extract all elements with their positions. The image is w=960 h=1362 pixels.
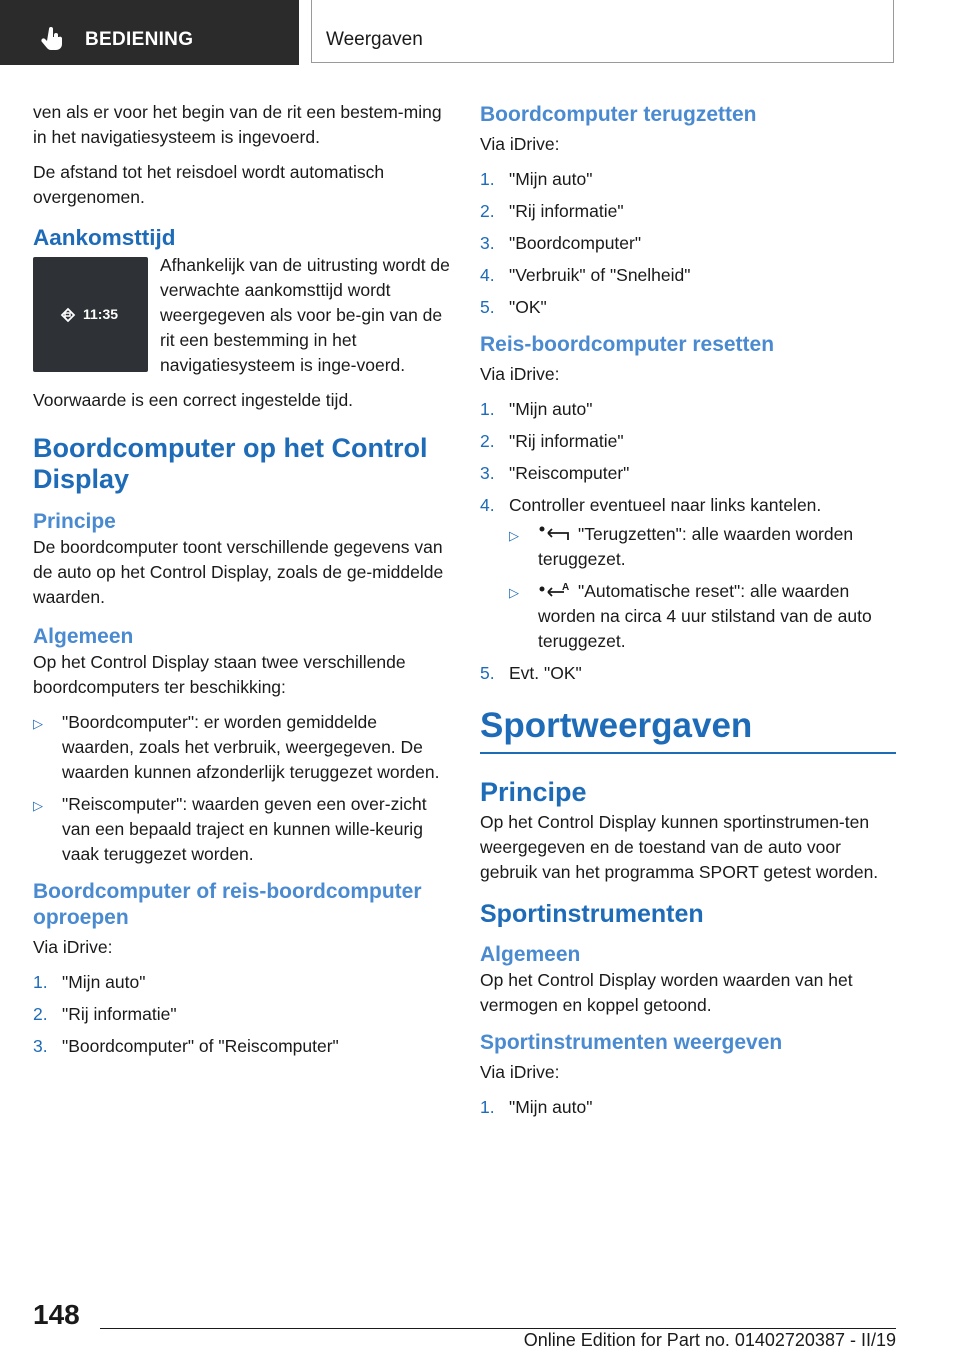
paragraph: Afhankelijk van de uitrusting wordt de verwachte aankomsttijd wordt weergegeven als voor be-gin van de rit een bestemming in het navigatiesysteem is inge-voerd. — [160, 255, 450, 375]
list-item: 2. "Rij informatie" — [480, 201, 624, 221]
auto-reset-icon — [538, 581, 572, 599]
left-column — [33, 100, 451, 1069]
list-item: 2. "Rij informatie" — [33, 1004, 177, 1024]
sub-bullet-list — [509, 522, 896, 654]
triangle-bullet-icon: ▷ — [509, 528, 519, 543]
list-item: 4. "Verbruik" of "Snelheid" — [480, 265, 691, 285]
list-item: 5. Evt. "OK" — [480, 663, 582, 683]
footer-divider — [100, 1328, 896, 1329]
list-item: 1. "Mijn auto" — [480, 1097, 593, 1117]
list-item: 1. "Mijn auto" — [33, 972, 146, 992]
heading-algemeen: Algemeen — [33, 625, 134, 648]
list-item: 1. "Mijn auto" — [480, 169, 593, 189]
svg-text:A: A — [562, 582, 570, 593]
list-item: 4. Controller eventueel naar links kantelen. ▷ "Terugzetten": alle waarden worden teruggezet. ▷ A "Automatische reset": alle waarden worden na circa 4 uur stilstand van de auto teruggezet. — [480, 493, 896, 654]
step-list — [480, 397, 896, 686]
list-item: 3. "Boordcomputer" of "Reiscomputer" — [33, 1036, 339, 1056]
hand-pointer-icon — [40, 26, 66, 52]
heading-algemeen: Algemeen — [480, 943, 581, 966]
heading-aankomsttijd: Aankomsttijd — [33, 225, 176, 250]
triangle-bullet-icon: ▷ — [33, 798, 43, 813]
triangle-bullet-icon: ▷ — [509, 585, 519, 600]
reset-arrow-icon — [538, 524, 572, 542]
via-idrive: Via iDrive: — [33, 937, 113, 957]
right-column — [480, 100, 896, 1130]
destination-flag-icon — [60, 307, 76, 323]
list-item: 1. "Mijn auto" — [480, 399, 593, 419]
paragraph: Op het Control Display worden waarden van het vermogen en koppel getoond. — [480, 970, 853, 1015]
page-number: 148 — [33, 1299, 80, 1330]
list-item: 5. "OK" — [480, 297, 547, 317]
list-item: 3. "Boordcomputer" — [480, 233, 642, 253]
via-idrive: Via iDrive: — [480, 134, 560, 154]
heading-boordcomputer-control-display: Boordcomputer op het Control Display — [33, 433, 428, 494]
heading-principe: Principe — [480, 777, 587, 807]
edition-note: Online Edition for Part no. 01402720387 - II/19 — [523, 1330, 896, 1350]
heading-reis-boordcomputer-resetten: Reis-boordcomputer resetten — [480, 333, 775, 356]
step-list — [33, 970, 451, 1059]
via-idrive: Via iDrive: — [480, 364, 560, 384]
paragraph: De boordcomputer toont verschillende gegevens van de auto op het Control Display, zoals de ge-middelde waarden. — [33, 537, 444, 607]
paragraph: Op het Control Display staan twee verschillende boordcomputers ter beschikking: — [33, 652, 406, 697]
arrival-time-value: 11:35 — [83, 306, 119, 322]
header-chapter-box — [311, 0, 894, 63]
section-title: BEDIENING — [85, 29, 194, 50]
list-item: ▷ "Boordcomputer": er worden gemiddelde waarden, zoals het verbruik, weergegeven. De waarden kunnen afzonderlijk teruggezet worden. — [33, 712, 440, 782]
step-list — [480, 167, 896, 320]
triangle-bullet-icon: ▷ — [33, 716, 43, 731]
paragraph: ven als er voor het begin van de rit een bestem-ming in het navigatiesysteem is ingevoerd. — [33, 102, 442, 147]
heading-sportinstrumenten-weergeven: Sportinstrumenten weergeven — [480, 1031, 783, 1054]
paragraph: Voorwaarde is een correct ingestelde tijd. — [33, 390, 354, 410]
heading-boordcomputer-terugzetten: Boordcomputer terugzetten — [480, 103, 757, 126]
step-list — [480, 1095, 896, 1120]
aankomst-block — [33, 253, 451, 388]
heading-sportweergaven: Sportweergaven — [480, 706, 896, 754]
list-item: ▷ A "Automatische reset": alle waarden worden na circa 4 uur stilstand van de auto teruggezet. — [509, 581, 872, 651]
bullet-list — [33, 710, 451, 867]
paragraph: Op het Control Display kunnen sportinstrumen-ten weergegeven en de toestand van de auto voor gebruik van het programma SPORT getest worden. — [480, 812, 879, 882]
arrival-time-thumbnail — [33, 257, 148, 372]
list-item: ▷ "Reiscomputer": waarden geven een over-zicht van een bepaald traject en kunnen wille-keurig vaak teruggezet worden. — [33, 794, 427, 864]
list-item: 2. "Rij informatie" — [480, 431, 624, 451]
heading-sportinstrumenten: Sportinstrumenten — [480, 900, 704, 928]
list-item: 3. "Reiscomputer" — [480, 463, 630, 483]
heading-principe: Principe — [33, 510, 116, 533]
header-section-tab — [0, 0, 299, 65]
paragraph: De afstand tot het reisdoel wordt automatisch overgenomen. — [33, 162, 385, 207]
heading-oproepen: Boordcomputer of reis-boordcomputer oproepen — [33, 880, 422, 929]
list-item: ▷ "Terugzetten": alle waarden worden teruggezet. — [509, 524, 854, 569]
chapter-title: Weergaven — [326, 29, 423, 50]
via-idrive: Via iDrive: — [480, 1062, 560, 1082]
